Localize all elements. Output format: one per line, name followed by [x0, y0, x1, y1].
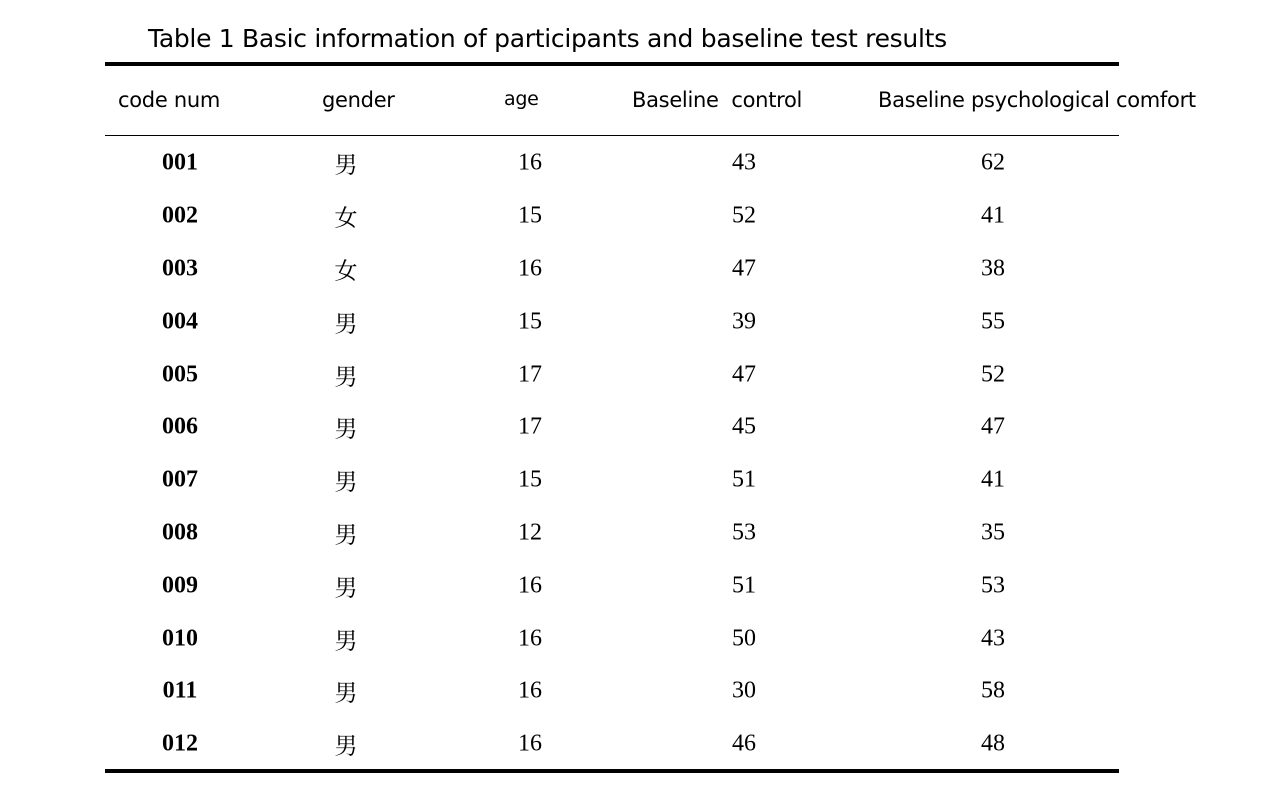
cell-baseline-comfort: 53 — [981, 572, 1005, 599]
cell-baseline-comfort: 47 — [981, 413, 1005, 440]
cell-gender: 男 — [334, 522, 358, 549]
table-header-row — [0, 88, 1267, 124]
table-row — [0, 559, 1267, 612]
cell-baseline-control: 50 — [732, 625, 756, 652]
cell-gender: 男 — [334, 680, 358, 707]
cell-baseline-control: 30 — [732, 677, 756, 704]
cell-baseline-control: 52 — [732, 202, 756, 229]
cell-baseline-control: 47 — [732, 361, 756, 388]
cell-baseline-control: 39 — [732, 308, 756, 335]
cell-code: 005 — [162, 361, 198, 388]
header-baseline-control: Baseline control — [632, 88, 803, 112]
cell-baseline-control: 46 — [732, 730, 756, 757]
cell-age: 12 — [518, 519, 542, 546]
table-row — [0, 507, 1267, 560]
table-body — [0, 137, 1267, 771]
cell-code: 012 — [162, 730, 198, 757]
table-bottom-rule — [105, 769, 1119, 773]
table-row — [0, 295, 1267, 348]
cell-baseline-control: 51 — [732, 466, 756, 493]
table-row — [0, 243, 1267, 296]
table-row — [0, 718, 1267, 771]
cell-age: 15 — [518, 202, 542, 229]
table-caption: Table 1 Basic information of participants and baseline test results — [148, 24, 947, 53]
cell-baseline-control: 53 — [732, 519, 756, 546]
cell-code: 008 — [162, 519, 198, 546]
cell-age: 16 — [518, 677, 542, 704]
cell-gender: 男 — [334, 469, 358, 496]
cell-code: 009 — [162, 572, 198, 599]
cell-code: 011 — [162, 677, 198, 704]
cell-age: 16 — [518, 255, 542, 282]
cell-baseline-comfort: 35 — [981, 519, 1005, 546]
cell-baseline-comfort: 43 — [981, 625, 1005, 652]
cell-gender: 男 — [334, 628, 358, 655]
cell-baseline-control: 47 — [732, 255, 756, 282]
cell-age: 15 — [518, 308, 542, 335]
cell-baseline-comfort: 55 — [981, 308, 1005, 335]
cell-gender: 男 — [334, 311, 358, 338]
cell-gender: 男 — [334, 733, 358, 760]
cell-code: 003 — [162, 255, 198, 282]
cell-baseline-comfort: 48 — [981, 730, 1005, 757]
header-gender: gender — [322, 88, 395, 112]
cell-age: 17 — [518, 413, 542, 440]
cell-age: 16 — [518, 625, 542, 652]
cell-code: 002 — [162, 202, 198, 229]
table-row — [0, 612, 1267, 665]
cell-baseline-comfort: 41 — [981, 202, 1005, 229]
cell-baseline-comfort: 62 — [981, 149, 1005, 176]
table-row — [0, 401, 1267, 454]
cell-age: 17 — [518, 361, 542, 388]
header-baseline-psychological-comfort: Baseline psychological comfort — [878, 88, 1196, 112]
cell-age: 15 — [518, 466, 542, 493]
cell-gender: 男 — [334, 364, 358, 391]
table-row — [0, 348, 1267, 401]
table-row — [0, 665, 1267, 718]
cell-baseline-comfort: 38 — [981, 255, 1005, 282]
cell-code: 007 — [162, 466, 198, 493]
header-code-num: code num — [118, 88, 220, 112]
cell-gender: 男 — [334, 575, 358, 602]
cell-baseline-comfort: 41 — [981, 466, 1005, 493]
cell-gender: 男 — [334, 152, 358, 179]
cell-gender: 女 — [334, 205, 358, 232]
cell-age: 16 — [518, 149, 542, 176]
cell-baseline-control: 45 — [732, 413, 756, 440]
cell-code: 010 — [162, 625, 198, 652]
cell-baseline-comfort: 52 — [981, 361, 1005, 388]
table-row — [0, 190, 1267, 243]
cell-baseline-comfort: 58 — [981, 677, 1005, 704]
cell-age: 16 — [518, 572, 542, 599]
cell-gender: 女 — [334, 258, 358, 285]
table-row — [0, 454, 1267, 507]
cell-code: 001 — [162, 149, 198, 176]
cell-baseline-control: 51 — [732, 572, 756, 599]
table-header-rule — [105, 135, 1119, 136]
cell-baseline-control: 43 — [732, 149, 756, 176]
table-row — [0, 137, 1267, 190]
cell-code: 004 — [162, 308, 198, 335]
table-top-rule — [105, 62, 1119, 66]
header-age: age — [504, 88, 539, 110]
cell-code: 006 — [162, 413, 198, 440]
cell-age: 16 — [518, 730, 542, 757]
cell-gender: 男 — [334, 416, 358, 443]
